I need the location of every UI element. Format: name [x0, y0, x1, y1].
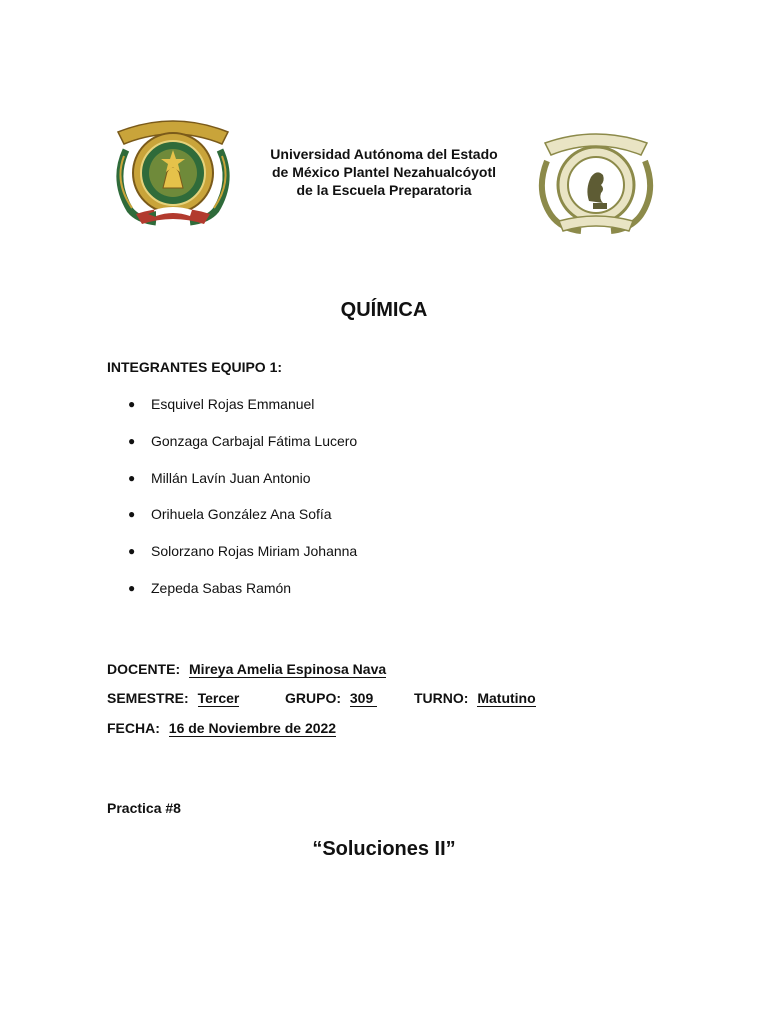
list-item	[128, 432, 357, 469]
turno-field	[414, 689, 536, 707]
institution-line-1: Universidad Autónoma del Estado	[270, 146, 498, 162]
bullet-icon: ●	[128, 507, 136, 522]
fecha-row	[107, 719, 336, 737]
docente-label: DOCENTE:	[107, 661, 181, 677]
bullet-icon: ●	[128, 544, 136, 559]
list-item	[128, 579, 357, 616]
practice-title: “Soluciones II”	[312, 838, 456, 860]
grupo-field	[285, 689, 377, 707]
university-seal-icon	[533, 127, 659, 237]
school-crest-icon	[108, 110, 238, 228]
semestre-value: Tercer	[197, 690, 240, 706]
list-item	[128, 505, 357, 542]
member-name: Millán Lavín Juan Antonio	[151, 469, 311, 486]
institution-line-2: de México Plantel Nezahualcóyotl	[271, 164, 497, 180]
turno-label: TURNO:	[414, 690, 469, 706]
institution-name	[234, 145, 534, 199]
member-name: Esquivel Rojas Emmanuel	[151, 396, 315, 412]
team-heading: INTEGRANTES EQUIPO 1:	[107, 359, 283, 375]
member-name: Zepeda Sabas Ramón	[151, 579, 292, 596]
institution-line-3: de la Escuela Preparatoria	[296, 182, 472, 198]
list-item	[128, 469, 357, 506]
member-name: Gonzaga Carbajal Fátima Lucero	[151, 432, 358, 449]
subject-title: QUÍMICA	[340, 299, 428, 321]
grupo-label: GRUPO:	[285, 690, 341, 706]
list-item	[128, 395, 357, 432]
practice-label: Practica #8	[107, 800, 181, 816]
member-name: Orihuela González Ana Sofía	[151, 506, 332, 523]
bullet-icon: ●	[128, 433, 136, 448]
semestre-field	[107, 689, 239, 707]
list-item	[128, 542, 357, 579]
member-name: Solorzano Rojas Miriam Johanna	[151, 543, 358, 560]
bullet-icon: ●	[128, 580, 136, 595]
fecha-label: FECHA:	[107, 720, 160, 736]
bullet-icon: ●	[128, 470, 136, 485]
bullet-icon: ●	[128, 397, 136, 411]
semestre-label: SEMESTRE:	[107, 690, 189, 706]
turno-value: Matutino	[477, 690, 536, 706]
grupo-value: 309	[350, 690, 377, 707]
docente-row	[107, 660, 386, 678]
team-member-list	[128, 395, 357, 616]
fecha-value: 16 de Noviembre de 2022	[168, 720, 337, 736]
docente-value: Mireya Amelia Espinosa Nava	[189, 661, 387, 677]
